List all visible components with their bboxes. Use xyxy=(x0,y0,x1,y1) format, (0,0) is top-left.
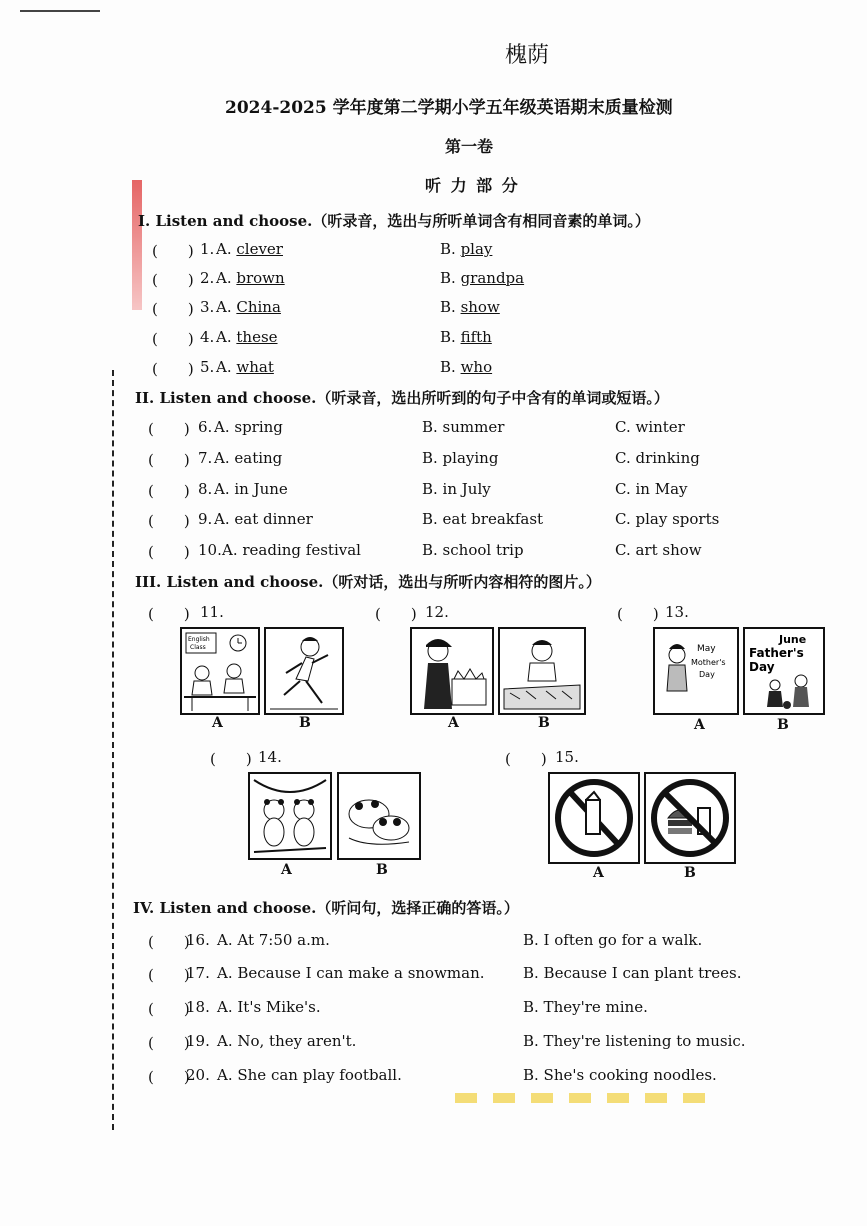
answer-blank[interactable]: ( ) xyxy=(148,1034,190,1052)
answer-blank[interactable]: ( ) xyxy=(148,451,190,469)
option-a xyxy=(216,328,278,346)
svg-text:Mother's: Mother's xyxy=(691,658,726,667)
option-b-prefix: B. xyxy=(440,298,461,316)
answer-blank[interactable]: ( ) xyxy=(148,420,190,438)
option-c: C. winter xyxy=(615,418,685,436)
label-15a: A xyxy=(593,865,604,881)
option-b-word: show xyxy=(460,298,500,316)
answer-blank[interactable]: ( ) xyxy=(148,933,190,951)
svg-text:Father's: Father's xyxy=(749,646,804,660)
question-number: 20. xyxy=(186,1066,210,1084)
option-b-word: play xyxy=(460,240,493,258)
label-12b: B xyxy=(538,715,550,731)
option-c: C. drinking xyxy=(615,449,700,467)
question-number: 7. xyxy=(198,449,213,467)
option-a: A. eating xyxy=(214,449,283,467)
picture-13a[interactable] xyxy=(653,627,739,715)
option-b: B. summer xyxy=(422,418,505,436)
option-b-prefix: B. xyxy=(440,328,461,346)
section2-heading: II. Listen and choose.（听录音，选出所听到的句子中含有的单词或短语。） xyxy=(135,389,669,407)
svg-text:June: June xyxy=(779,633,807,646)
answer-blank[interactable]: ( ) xyxy=(152,242,194,260)
question-number: 17. xyxy=(186,964,210,982)
label-13b: B xyxy=(777,717,789,733)
option-b-prefix: B. xyxy=(440,240,461,258)
option-a-prefix: A. xyxy=(216,269,237,287)
option-b: B. in July xyxy=(422,480,491,498)
picture-11b[interactable] xyxy=(264,627,344,715)
option-a-prefix: A. xyxy=(216,298,237,316)
binding-margin-line xyxy=(112,370,118,1130)
question-number: 1. xyxy=(200,240,215,258)
option-b xyxy=(440,358,492,376)
option-b: B. Because I can plant trees. xyxy=(523,964,742,982)
answer-blank-15[interactable]: ( ) xyxy=(505,750,547,768)
option-a-prefix: A. xyxy=(216,358,237,376)
option-b xyxy=(440,298,500,316)
option-a-word: brown xyxy=(236,269,285,287)
answer-blank[interactable]: ( ) xyxy=(148,482,190,500)
option-a: A. At 7:50 a.m. xyxy=(217,931,330,949)
label-11b: B xyxy=(299,715,311,731)
option-a: A. eat dinner xyxy=(214,510,313,528)
svg-text:Day: Day xyxy=(749,660,775,674)
option-b-prefix: B. xyxy=(440,358,461,376)
option-b xyxy=(440,328,492,346)
label-11a: A xyxy=(212,715,223,731)
answer-blank[interactable]: ( ) xyxy=(148,966,190,984)
option-b-word: who xyxy=(460,358,493,376)
answer-blank[interactable]: ( ) xyxy=(148,512,190,530)
answer-blank[interactable]: ( ) xyxy=(152,330,194,348)
answer-blank-11[interactable]: ( ) xyxy=(148,605,190,623)
option-a-prefix: A. xyxy=(216,240,237,258)
answer-blank[interactable]: ( ) xyxy=(148,543,190,561)
svg-text:May: May xyxy=(697,644,716,654)
answer-blank-14[interactable]: ( ) xyxy=(210,750,252,768)
answer-blank-13[interactable]: ( ) xyxy=(617,605,659,623)
question-number-14: 14. xyxy=(258,748,282,766)
answer-blank[interactable]: ( ) xyxy=(148,1000,190,1018)
section1-heading: I. Listen and choose.（听录音，选出与所听单词含有相同音素的单词。） xyxy=(138,212,650,230)
option-b: B. I often go for a walk. xyxy=(523,931,703,949)
picture-15b[interactable] xyxy=(644,772,736,864)
question-number: 10. xyxy=(198,541,222,559)
question-number: 18. xyxy=(186,998,210,1016)
label-15b: B xyxy=(684,865,696,881)
question-number: 8. xyxy=(198,480,213,498)
question-number-15: 15. xyxy=(555,748,579,766)
exam-title: 2024-2025 学年度第二学期小学五年级英语期末质量检测 xyxy=(225,98,673,118)
part-label: 听 力 部 分 xyxy=(425,176,520,195)
option-a xyxy=(216,298,281,316)
question-number: 9. xyxy=(198,510,213,528)
question-number-13: 13. xyxy=(665,603,689,621)
picture-15a[interactable] xyxy=(548,772,640,864)
svg-text:Class: Class xyxy=(190,644,206,651)
question-number: 6. xyxy=(198,418,213,436)
option-a xyxy=(216,240,283,258)
option-b: B. playing xyxy=(422,449,499,467)
answer-blank-12[interactable]: ( ) xyxy=(375,605,417,623)
option-a: A. spring xyxy=(214,418,283,436)
option-c: C. art show xyxy=(615,541,702,559)
question-number: 2. xyxy=(200,269,215,287)
volume-label: 第一卷 xyxy=(445,137,494,156)
option-a: A. No, they aren't. xyxy=(217,1032,357,1050)
answer-blank[interactable]: ( ) xyxy=(152,300,194,318)
picture-12a[interactable] xyxy=(410,627,494,715)
option-a: A. reading festival xyxy=(222,541,361,559)
question-number: 16. xyxy=(186,931,210,949)
picture-11a[interactable] xyxy=(180,627,260,715)
answer-blank[interactable]: ( ) xyxy=(152,271,194,289)
option-b: B. They're mine. xyxy=(523,998,648,1016)
svg-text:Day: Day xyxy=(699,670,715,679)
answer-blank[interactable]: ( ) xyxy=(152,360,194,378)
top-scan-line xyxy=(20,10,100,12)
handwritten-name: 槐荫 xyxy=(505,43,550,68)
option-a: A. It's Mike's. xyxy=(217,998,321,1016)
option-b-prefix: B. xyxy=(440,269,461,287)
svg-text:English: English xyxy=(188,636,210,643)
label-14b: B xyxy=(376,862,388,878)
question-number-11: 11. xyxy=(200,603,224,621)
label-12a: A xyxy=(448,715,459,731)
option-b: B. school trip xyxy=(422,541,524,559)
section4-heading: IV. Listen and choose.（听问句，选择正确的答语。） xyxy=(133,899,519,917)
option-a xyxy=(216,269,285,287)
question-number: 4. xyxy=(200,328,215,346)
option-a: A. Because I can make a snowman. xyxy=(217,964,485,982)
picture-14b[interactable] xyxy=(337,772,421,860)
question-number-12: 12. xyxy=(425,603,449,621)
option-a: A. in June xyxy=(214,480,288,498)
option-b xyxy=(440,269,524,287)
section3-heading: III. Listen and choose.（听对话，选出与所听内容相符的图片。） xyxy=(135,573,601,591)
picture-13b[interactable] xyxy=(743,627,825,715)
option-b: B. They're listening to music. xyxy=(523,1032,746,1050)
question-number: 19. xyxy=(186,1032,210,1050)
option-b-word: fifth xyxy=(460,328,492,346)
picture-12b[interactable] xyxy=(498,627,586,715)
red-margin-mark xyxy=(132,180,142,310)
option-a-word: clever xyxy=(236,240,283,258)
option-a-word: China xyxy=(236,298,281,316)
question-number: 5. xyxy=(200,358,215,376)
option-c: C. in May xyxy=(615,480,688,498)
question-number: 3. xyxy=(200,298,215,316)
highlighter-marks xyxy=(455,1093,720,1103)
option-a-word: what xyxy=(236,358,274,376)
label-14a: A xyxy=(281,862,292,878)
option-a-word: these xyxy=(236,328,278,346)
option-b xyxy=(440,240,492,258)
option-b-word: grandpa xyxy=(460,269,525,287)
answer-blank[interactable]: ( ) xyxy=(148,1068,190,1086)
option-b: B. eat breakfast xyxy=(422,510,544,528)
option-a xyxy=(216,358,274,376)
option-a-prefix: A. xyxy=(216,328,237,346)
label-13a: A xyxy=(694,717,705,733)
option-a: A. She can play football. xyxy=(217,1066,402,1084)
option-b: B. She's cooking noodles. xyxy=(523,1066,717,1084)
picture-14a[interactable] xyxy=(248,772,332,860)
option-c: C. play sports xyxy=(615,510,720,528)
